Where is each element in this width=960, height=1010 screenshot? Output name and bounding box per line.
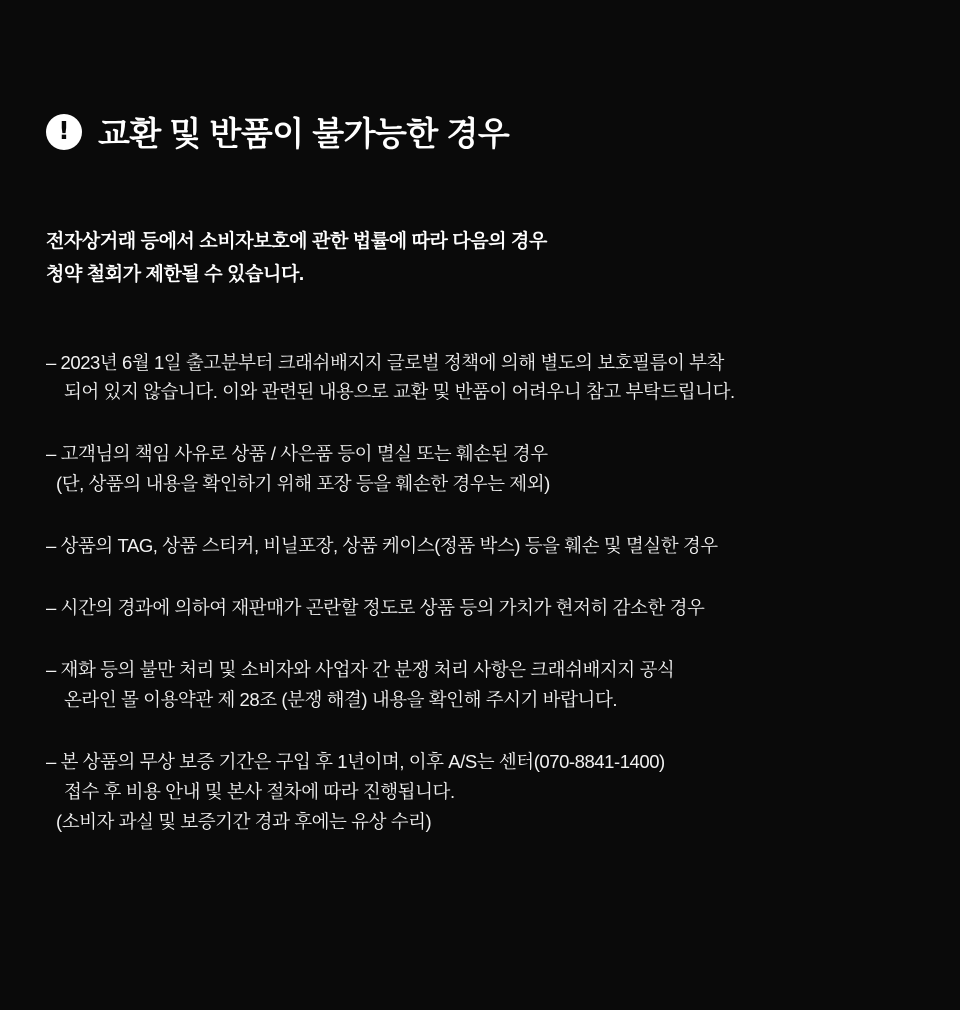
- notice-list: [46, 348, 914, 838]
- exclamation-circle-icon: !: [46, 114, 82, 150]
- notice-line: – 고객님의 책임 사유로 상품 / 사은품 등이 멸실 또는 훼손된 경우: [46, 443, 548, 465]
- notice-line: – 상품의 TAG, 상품 스티커, 비닐포장, 상품 케이스(정품 박스) 등을 훼손 및 멸실한 경우: [46, 535, 718, 557]
- list-item: [46, 655, 914, 715]
- list-item: [46, 348, 914, 408]
- notice-line: 온라인 몰 이용약관 제 28조 (분쟁 해결) 내용을 확인해 주시기 바랍니다.: [64, 689, 618, 711]
- lead-line-1: 전자상거래 등에서 소비자보호에 관한 법률에 따라 다음의 경우: [46, 231, 547, 252]
- list-item: [46, 593, 914, 623]
- lead-paragraph: [46, 225, 914, 292]
- list-item: [46, 531, 914, 561]
- page-title: 교환 및 반품이 불가능한 경우: [98, 115, 510, 152]
- notice-line: – 본 상품의 무상 보증 기간은 구입 후 1년이며, 이후 A/S는 센터(070-8841-1400): [46, 751, 665, 773]
- notice-line: (소비자 과실 및 보증기간 경과 후에는 유상 수리): [56, 811, 432, 833]
- lead-line-2: 청약 철회가 제한될 수 있습니다.: [46, 264, 304, 286]
- notice-line: 접수 후 비용 안내 및 본사 절차에 따라 진행됩니다.: [64, 781, 455, 803]
- notice-line: – 시간의 경과에 의하여 재판매가 곤란할 정도로 상품 등의 가치가 현저히 감소한 경우: [46, 597, 705, 619]
- list-item: [46, 747, 914, 837]
- notice-line: (단, 상품의 내용을 확인하기 위해 포장 등을 훼손한 경우는 제외): [56, 473, 550, 495]
- list-item: [46, 439, 914, 499]
- notice-line: 되어 있지 않습니다. 이와 관련된 내용으로 교환 및 반품이 어려우니 참고 부탁드립니다.: [64, 381, 735, 403]
- page-heading: [46, 108, 914, 155]
- notice-line: – 재화 등의 불만 처리 및 소비자와 사업자 간 분쟁 처리 사항은 크래쉬배지지 공식: [46, 659, 675, 681]
- notice-line: – 2023년 6월 1일 출고분부터 크래쉬배지지 글로벌 정책에 의해 별도의 보호필름이 부착: [46, 351, 724, 373]
